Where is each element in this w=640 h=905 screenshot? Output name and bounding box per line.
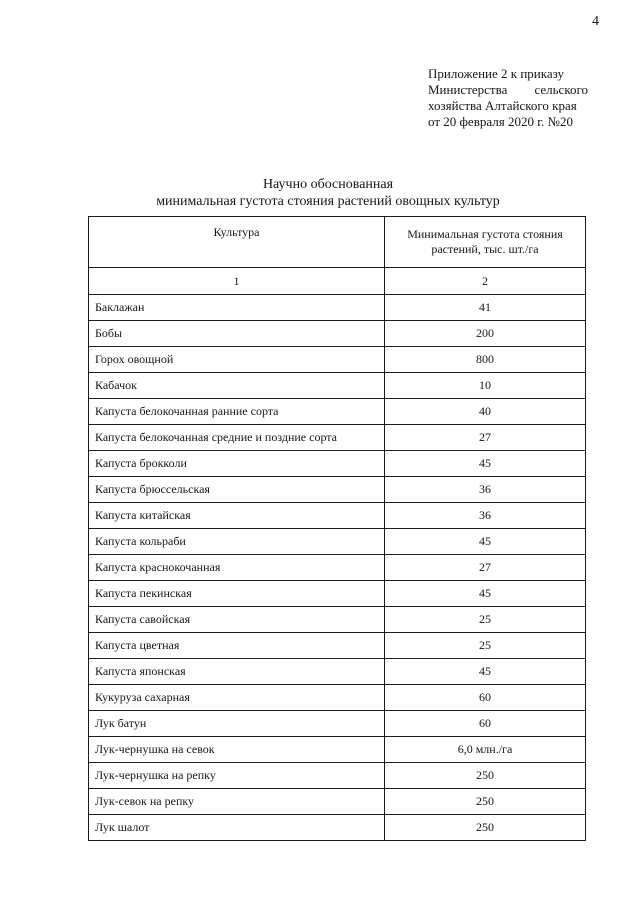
culture-cell: Лук-чернушка на севок (89, 737, 385, 763)
density-value-cell: 250 (385, 789, 586, 815)
culture-cell: Лук-чернушка на репку (89, 763, 385, 789)
table-row (89, 295, 586, 321)
density-value-cell: 45 (385, 581, 586, 607)
table-row (89, 581, 586, 607)
culture-cell: Кукуруза сахарная (89, 685, 385, 711)
culture-cell: Капуста савойская (89, 607, 385, 633)
density-table (88, 216, 586, 841)
appendix-line-1: Приложение 2 к приказу (428, 66, 565, 81)
table-row (89, 633, 586, 659)
culture-cell: Лук шалот (89, 815, 385, 841)
culture-cell: Капуста белокочанная средние и поздние сорта (89, 425, 385, 451)
culture-cell: Лук-севок на репку (89, 789, 385, 815)
table-row (89, 555, 586, 581)
table-row (89, 763, 586, 789)
table-row (89, 451, 586, 477)
culture-cell: Баклажан (89, 295, 385, 321)
appendix-note (428, 66, 588, 130)
column-header-culture: Культура (89, 217, 385, 268)
table-row (89, 711, 586, 737)
title-line-1: Научно обоснованная (262, 177, 394, 192)
table-body (89, 268, 586, 841)
density-value-cell: 60 (385, 685, 586, 711)
culture-cell: Капуста белокочанная ранние сорта (89, 399, 385, 425)
table-row (89, 503, 586, 529)
culture-cell: Капуста пекинская (89, 581, 385, 607)
column-index-2: 2 (385, 268, 586, 295)
appendix-line-4: от 20 февраля 2020 г. №20 (428, 114, 573, 129)
table-row (89, 347, 586, 373)
document-title (0, 176, 640, 210)
table-row (89, 529, 586, 555)
table-row (89, 659, 586, 685)
density-value-cell: 45 (385, 659, 586, 685)
appendix-line-2-left: Министерства (428, 82, 508, 97)
density-value-cell: 6,0 млн./га (385, 737, 586, 763)
culture-cell: Капуста краснокочанная (89, 555, 385, 581)
culture-cell: Капуста цветная (89, 633, 385, 659)
table-row (89, 789, 586, 815)
table-row (89, 685, 586, 711)
density-value-cell: 25 (385, 607, 586, 633)
table-row (89, 373, 586, 399)
density-value-cell: 250 (385, 815, 586, 841)
table-row (89, 737, 586, 763)
density-value-cell: 200 (385, 321, 586, 347)
table-row (89, 815, 586, 841)
column-index-row (89, 268, 586, 295)
density-value-cell: 60 (385, 711, 586, 737)
culture-cell: Капуста кольраби (89, 529, 385, 555)
table-row (89, 399, 586, 425)
culture-cell: Капуста японская (89, 659, 385, 685)
density-value-cell: 27 (385, 425, 586, 451)
density-value-cell: 36 (385, 477, 586, 503)
title-line-2: минимальная густота стояния растений овощных культур (156, 194, 500, 209)
column-header-density: Минимальная густота стояния растений, тыс. шт./га (385, 217, 586, 268)
table-row (89, 477, 586, 503)
column-index-1: 1 (89, 268, 385, 295)
appendix-line-2-right: сельского (534, 82, 588, 97)
culture-cell: Капуста китайская (89, 503, 385, 529)
culture-cell: Капуста брокколи (89, 451, 385, 477)
density-value-cell: 800 (385, 347, 586, 373)
culture-cell: Горох овощной (89, 347, 385, 373)
density-value-cell: 250 (385, 763, 586, 789)
density-value-cell: 36 (385, 503, 586, 529)
table-row (89, 607, 586, 633)
page-number: 4 (592, 14, 599, 29)
appendix-line-2 (428, 82, 588, 98)
culture-cell: Кабачок (89, 373, 385, 399)
density-value-cell: 45 (385, 451, 586, 477)
culture-cell: Бобы (89, 321, 385, 347)
density-value-cell: 41 (385, 295, 586, 321)
density-value-cell: 10 (385, 373, 586, 399)
table-row (89, 321, 586, 347)
header-row (89, 217, 586, 268)
density-value-cell: 27 (385, 555, 586, 581)
density-value-cell: 40 (385, 399, 586, 425)
appendix-line-3: хозяйства Алтайского края (428, 98, 577, 113)
density-value-cell: 25 (385, 633, 586, 659)
culture-cell: Капуста брюссельская (89, 477, 385, 503)
table-row (89, 425, 586, 451)
culture-cell: Лук батун (89, 711, 385, 737)
density-value-cell: 45 (385, 529, 586, 555)
